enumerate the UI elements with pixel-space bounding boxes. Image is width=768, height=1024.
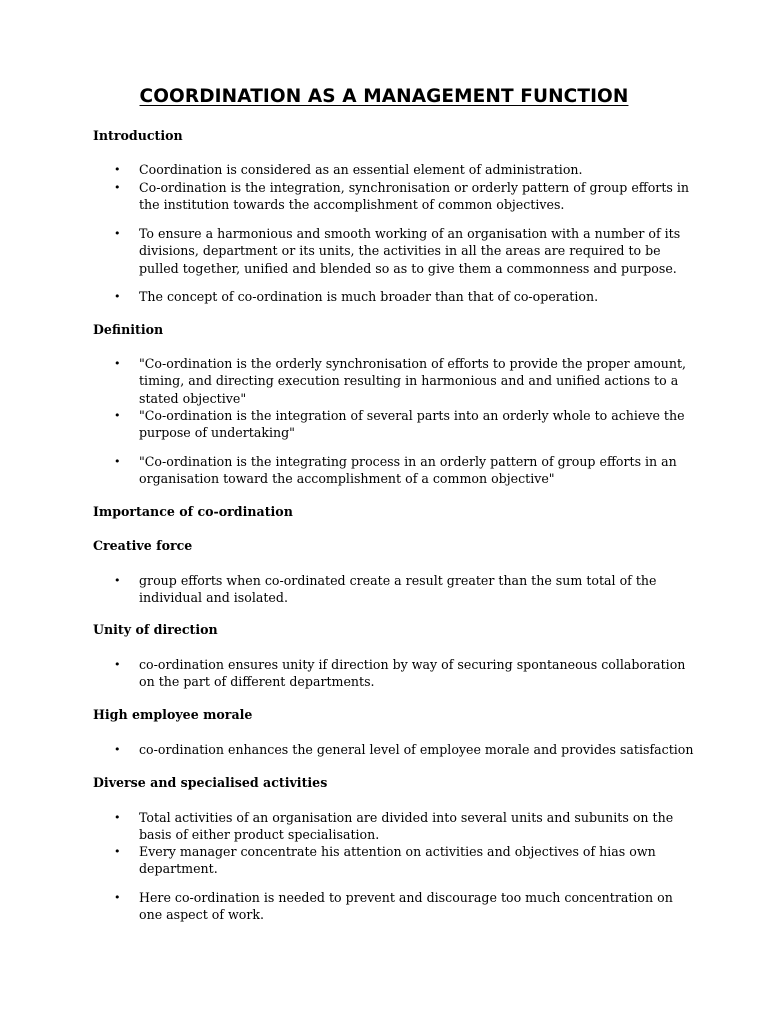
list-item: • "Co-ordination is the integrating process in an orderly pattern of group efforts in an organisation toward the accomplishment of a common objective" [0,453,679,488]
list-item: • group efforts when co-ordinated create a result greater than the sum total of the individual and isolated. [0,572,679,607]
heading-high-employee-morale: High employee morale [93,707,253,722]
list-item: • The concept of co-ordination is much broader than that of co-operation. [0,288,679,305]
heading-definition: Definition [93,322,164,337]
heading-diverse-activities: Diverse and specialised activities [93,775,328,790]
list-item: • Coordination is considered as an essential element of administration. [0,161,679,178]
list-item: • Every manager concentrate his attention on activities and objectives of hias own department. [0,843,679,878]
list-item: • Total activities of an organisation are divided into several units and subunits on the basis of either product specialisation. [0,809,679,844]
heading-unity-of-direction: Unity of direction [93,622,218,637]
list-item: • co-ordination enhances the general level of employee morale and provides satisfaction [0,741,679,758]
list-item: • Co-ordination is the integration, synchronisation or orderly pattern of group efforts in the institution towards the accomplishment of common objectives. [0,179,679,214]
heading-creative-force: Creative force [93,538,193,553]
heading-importance: Importance of co-ordination [93,504,293,519]
list-item: • Here co-ordination is needed to prevent and discourage too much concentration on one aspect of work. [0,889,679,924]
heading-introduction: Introduction [93,128,183,143]
list-item: • co-ordination ensures unity if direction by way of securing spontaneous collaboration on the part of different departments. [0,656,679,691]
document-title: COORDINATION AS A MANAGEMENT FUNCTION [139,86,629,107]
list-item: • "Co-ordination is the orderly synchronisation of efforts to provide the proper amount, timing, and directing execution resulting in harmonious and and unified actions to a stated objective" [0,355,679,407]
list-item: • To ensure a harmonious and smooth working of an organisation with a number of its divisions, department or its units, the activities in all the areas are required to be pulled together, unified and blended so as to give them a commonness and purpose. [0,225,679,277]
list-item: • "Co-ordination is the integration of several parts into an orderly whole to achieve the purpose of undertaking" [0,407,679,442]
